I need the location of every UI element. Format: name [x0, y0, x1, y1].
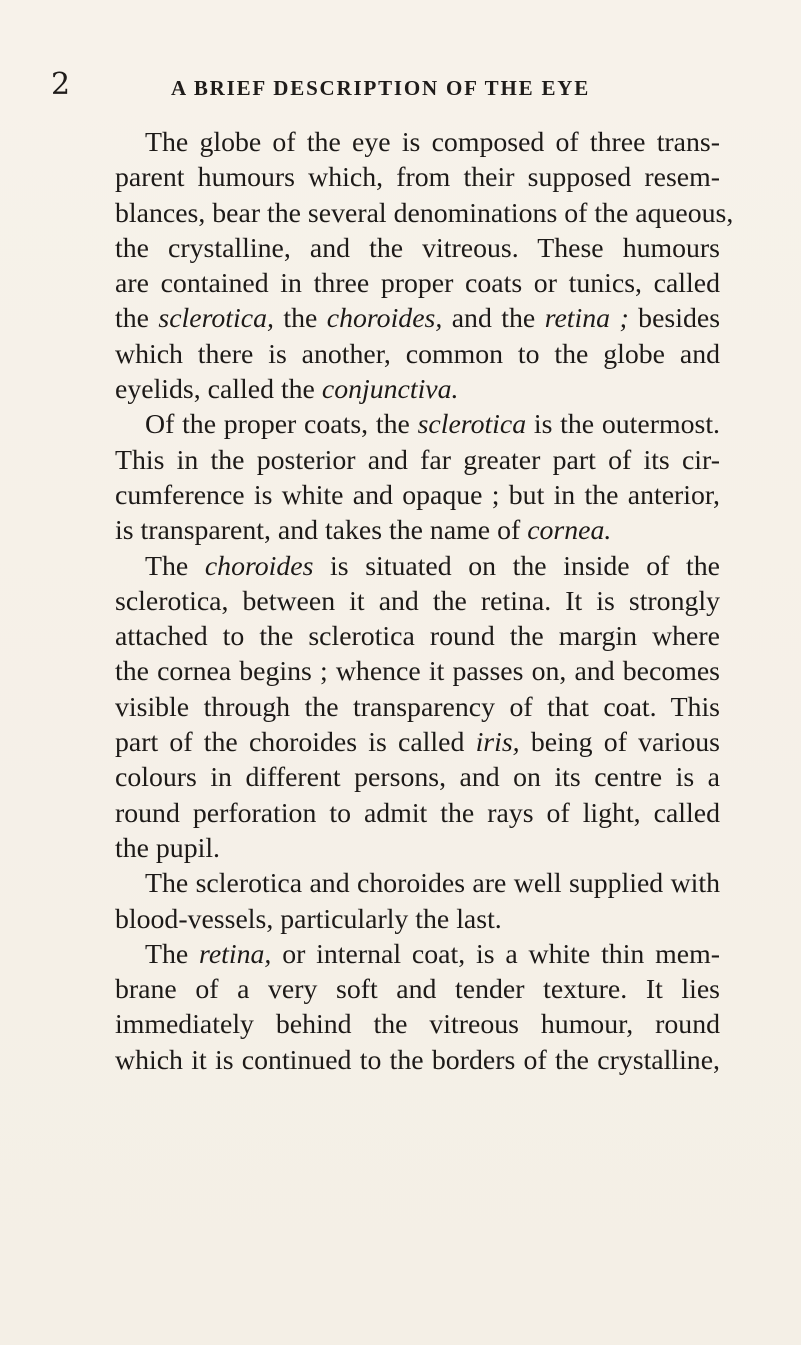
page-header: [0, 67, 801, 102]
text-line: colours in different persons, and on its centre is a: [115, 762, 720, 794]
italic-term: sclerotica,: [158, 303, 274, 335]
text-line: This in the posterior and far greater part of its cir-: [115, 444, 720, 476]
text-line: which there is another, common to the globe and: [115, 338, 720, 370]
text-line: The choroides is situated on the inside of the: [145, 550, 720, 582]
text-line: part of the choroides is called iris, being of various: [115, 727, 720, 759]
page-number: 2: [51, 67, 71, 102]
text-line: brane of a very soft and tender texture. It lies: [115, 974, 720, 1006]
text-line: the sclerotica, the choroides, and the retina ; besides: [115, 303, 721, 335]
text-line: eyelids, called the conjunctiva.: [115, 374, 459, 406]
text-line: blances, bear the several denominations of the aqueous,: [115, 197, 734, 229]
text-line: is transparent, and takes the name of cornea.: [115, 515, 612, 547]
paragraph-3: [115, 549, 720, 867]
italic-term: iris,: [475, 727, 520, 759]
text-line: Of the proper coats, the sclerotica is the outermost.: [145, 409, 720, 441]
text-line: parent humours which, from their supposed resem-: [115, 162, 720, 194]
italic-term: conjunctiva.: [321, 374, 459, 406]
italic-term: retina,: [199, 938, 272, 970]
text-line: round perforation to admit the rays of light, called: [115, 797, 720, 829]
text-line: The globe of the eye is composed of three trans-: [145, 127, 720, 158]
italic-term: sclerotica: [417, 409, 527, 441]
text-line: the pupil.: [115, 832, 220, 864]
text-line: The sclerotica and choroides are well supplied with: [145, 868, 720, 900]
paragraph-5: [115, 937, 720, 1078]
text-line: attached to the sclerotica round the margin where: [115, 621, 720, 653]
text-line: immediately behind the vitreous humour, round: [115, 1009, 720, 1041]
paragraph-1: [115, 125, 734, 407]
text-line: blood-vessels, particularly the last.: [115, 903, 502, 935]
text-line: which it is continued to the borders of the crystalline,: [115, 1044, 720, 1076]
italic-term: cornea.: [527, 515, 612, 547]
italic-term: choroides,: [326, 303, 443, 335]
paragraph-4: [115, 866, 720, 937]
text-line: visible through the transparency of that coat. This: [115, 691, 720, 723]
text-line: the cornea begins ; whence it passes on, and becomes: [115, 656, 720, 688]
text-line: cumference is white and opaque ; but in the anterior,: [115, 479, 720, 511]
paragraph-2: [115, 407, 720, 548]
running-head: A BRIEF DESCRIPTION OF THE EYE: [171, 76, 591, 100]
body-text: [115, 125, 734, 1078]
text-line: the crystalline, and the vitreous. These humours: [115, 232, 720, 264]
text-line: The retina, or internal coat, is a white thin mem-: [145, 938, 720, 970]
italic-term: choroides: [204, 550, 314, 582]
text-line: are contained in three proper coats or tunics, called: [115, 268, 720, 300]
text-line: sclerotica, between it and the retina. It is strongly: [115, 585, 720, 617]
italic-term: retina ;: [544, 303, 629, 335]
